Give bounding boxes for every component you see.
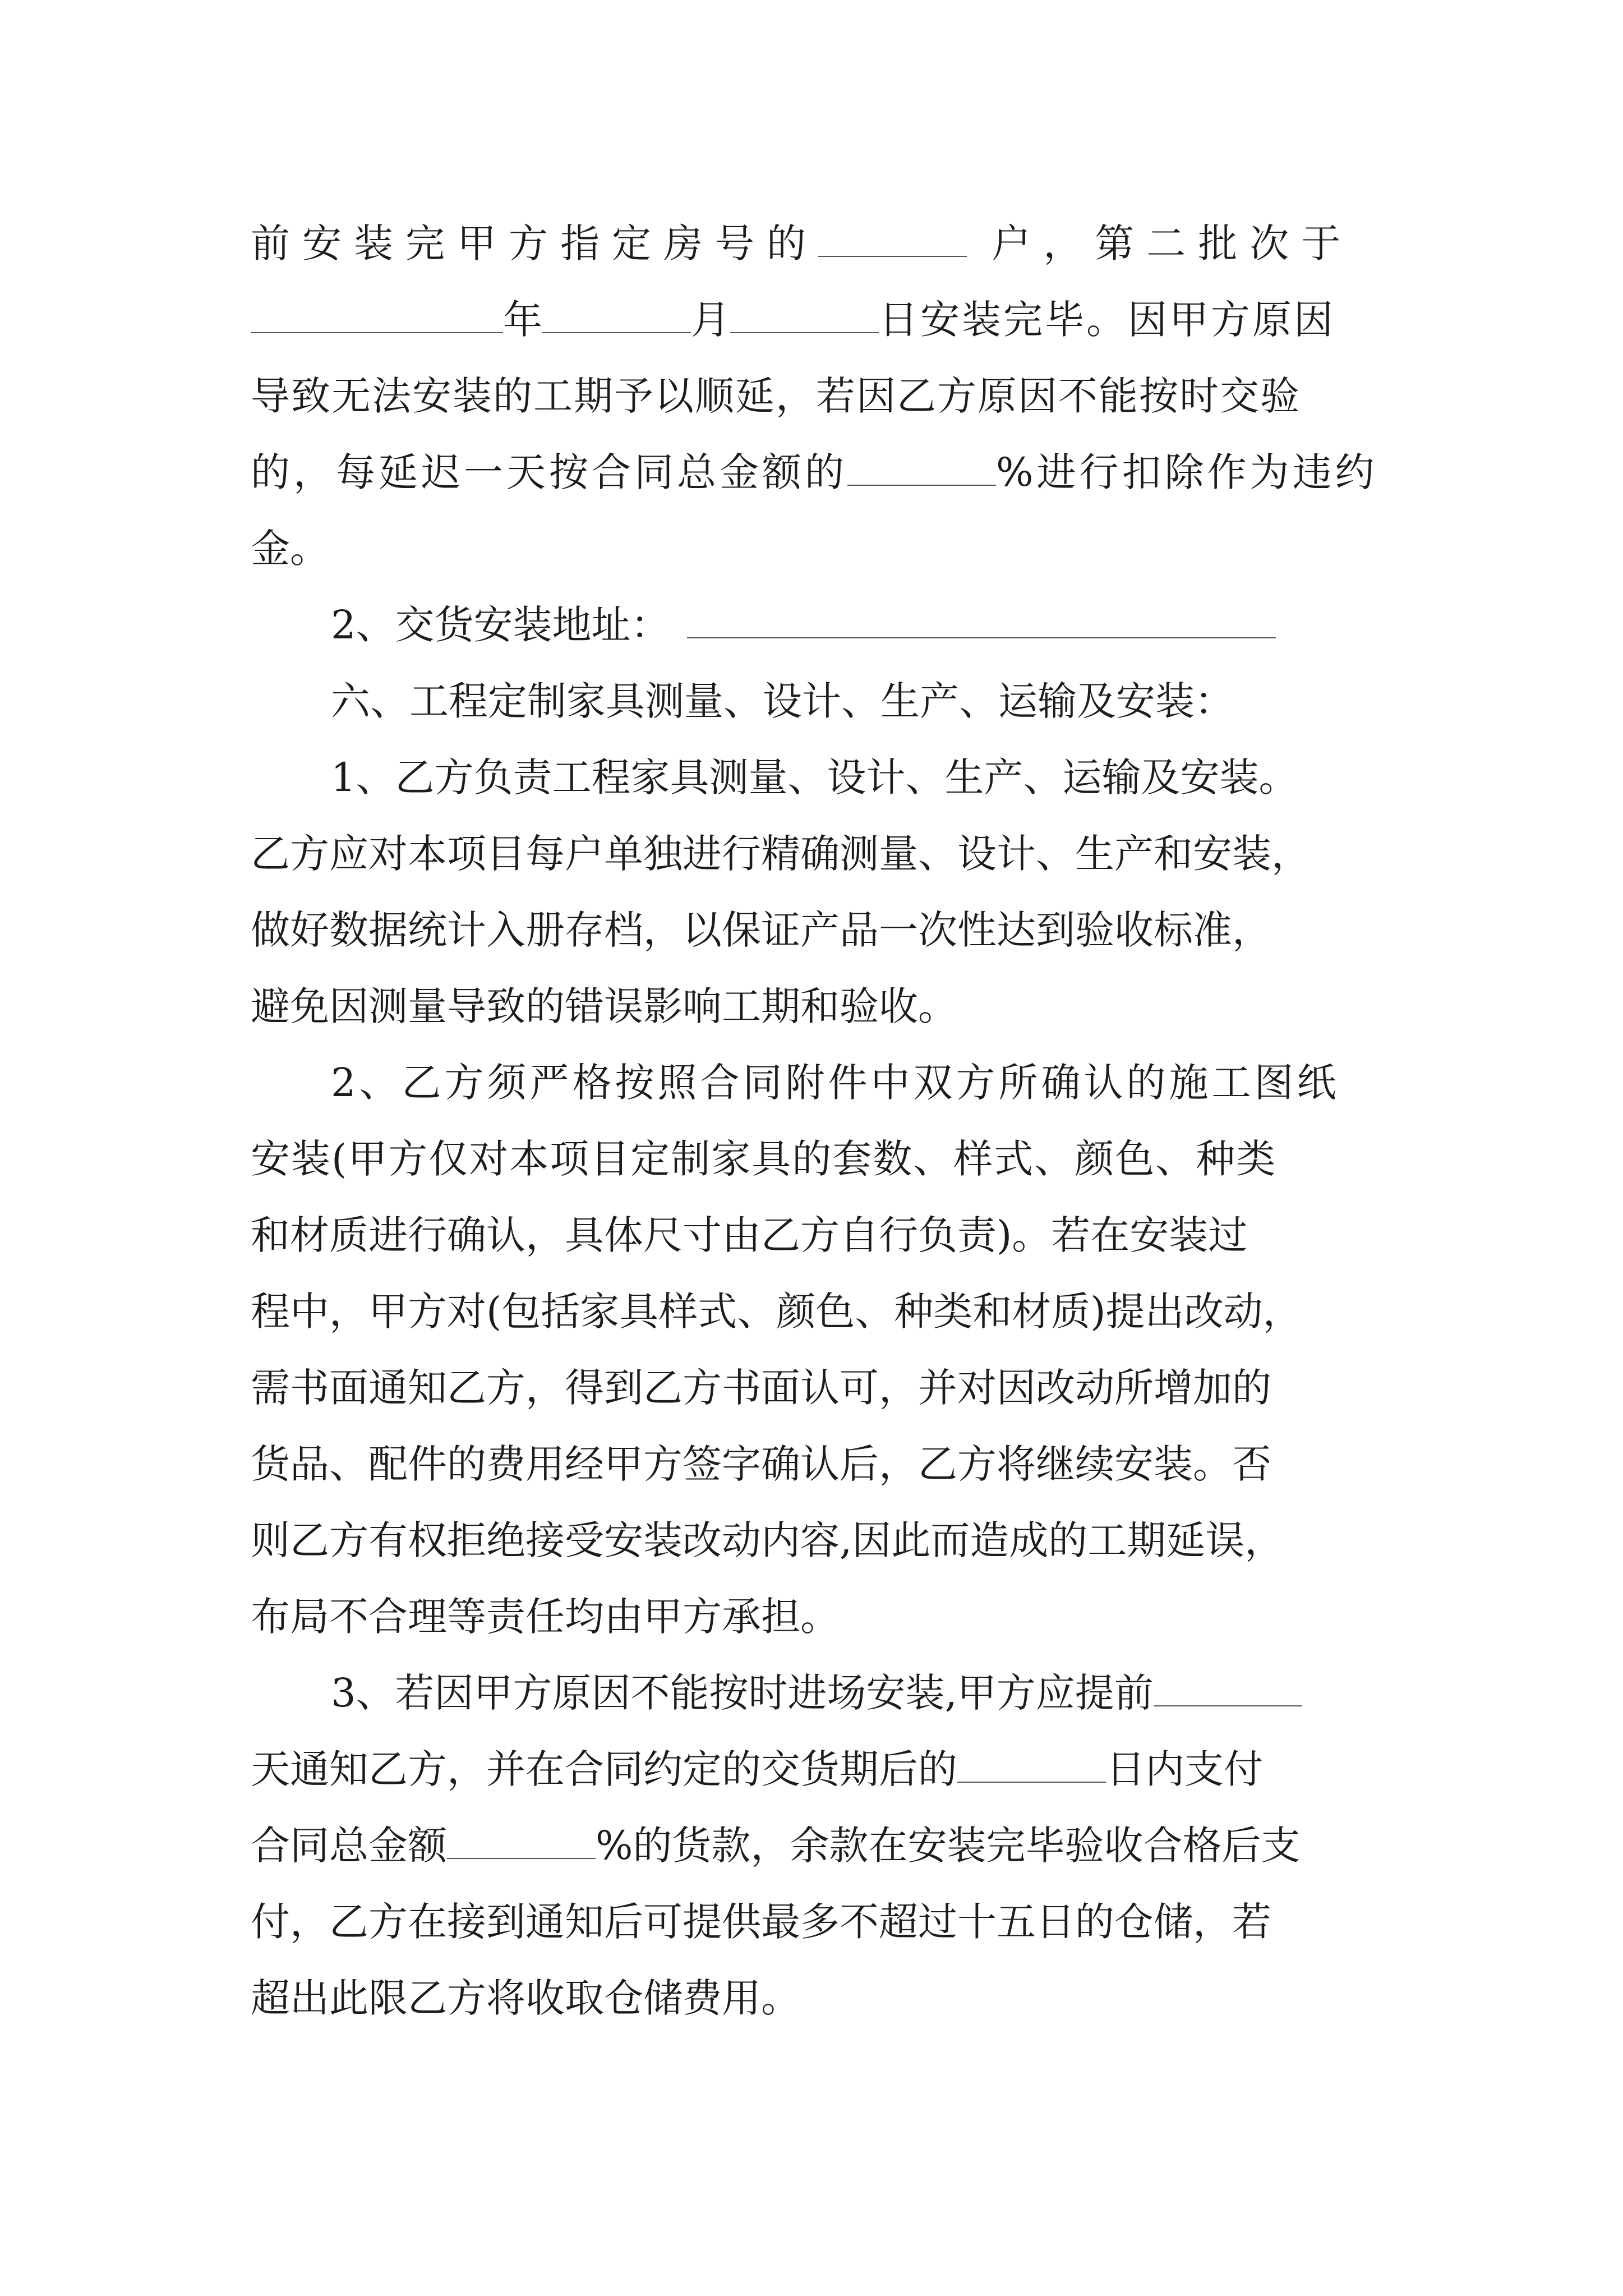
fill-blank (957, 1746, 1106, 1783)
section-title: 六、工程定制家具测量、设计、生产、运输及安装： (331, 678, 1234, 724)
text-line (251, 1283, 1302, 1340)
text-line (251, 1131, 1276, 1187)
text-line (331, 1055, 1340, 1111)
text-segment: 1、乙方负责工程家具测量、设计、生产、运输及安装。 (331, 754, 1298, 800)
text-segment: 日安装完毕。因甲方原因 (879, 297, 1335, 343)
address-label: 2、交货安装地址： (331, 602, 670, 648)
text-line (331, 1665, 1302, 1721)
text-segment: 金。 (251, 526, 329, 572)
text-line (251, 215, 1353, 272)
text-segment: 安装(甲方仅对本项目定制家具的套数、样式、颜色、种类 (251, 1136, 1277, 1182)
text-line (251, 1360, 1271, 1416)
text-segment: 货品、配件的费用经甲方签字确认后，乙方将继续安装。否 (251, 1441, 1271, 1487)
text-line (331, 597, 1276, 653)
text-segment: 的，每延迟一天按合同总金额的 (251, 449, 847, 495)
text-line (251, 1741, 1263, 1797)
text-segment: 日内支付 (1106, 1746, 1263, 1792)
text-line (251, 1894, 1271, 1950)
section-heading (331, 673, 1234, 729)
text-line (251, 1589, 840, 1645)
text-segment: 则乙方有权拒绝接受安装改动内容,因此而造成的工期延误， (251, 1517, 1284, 1563)
text-segment: 天通知乙方，并在合同约定的交货期后的 (251, 1746, 957, 1792)
text-segment: %的货款，余款在安装完毕验收合格后支 (596, 1823, 1301, 1869)
fill-blank (447, 1823, 596, 1859)
text-line (251, 1207, 1247, 1263)
text-line (251, 902, 1271, 958)
text-line (251, 978, 957, 1034)
text-line (251, 292, 1335, 348)
text-segment: 月 (691, 297, 730, 343)
text-segment: 需书面通知乙方，得到乙方书面认可，并对因改动所增加的 (251, 1365, 1271, 1411)
text-segment: 2、乙方须严格按照合同附件中双方所确认的施工图纸 (331, 1060, 1340, 1106)
text-line (251, 1512, 1284, 1568)
text-segment: 超出此限乙方将收取仓储费用。 (251, 1975, 800, 2021)
fill-blank (542, 297, 691, 333)
fill-blank (1154, 1670, 1302, 1706)
text-segment: 合同总金额 (251, 1823, 447, 1869)
text-line (251, 521, 329, 577)
text-segment: 避免因测量导致的错误影响工期和验收。 (251, 983, 957, 1029)
text-segment: 布局不合理等责任均由甲方承担。 (251, 1594, 840, 1640)
text-segment: 年 (503, 297, 542, 343)
text-segment: 户，第二批次于 (992, 220, 1353, 266)
text-segment: 做好数据统计入册存档，以保证产品一次性达到验收标准， (251, 907, 1271, 953)
text-line (251, 1818, 1301, 1874)
text-line (251, 1436, 1271, 1492)
text-segment: 3、若因甲方原因不能按时进场安装,甲方应提前 (331, 1670, 1154, 1716)
text-segment: 导致无法安装的工期予以顺延，若因乙方原因不能按时交验 (251, 373, 1301, 419)
text-segment: 乙方应对本项目每户单独进行精确测量、设计、生产和安装， (251, 831, 1311, 877)
text-segment: 和材质进行确认，具体尺寸由乙方自行负责)。若在安装过 (251, 1212, 1248, 1258)
address-blank (687, 602, 1276, 638)
fill-blank (818, 220, 967, 257)
text-line (251, 826, 1311, 882)
text-line (251, 1970, 800, 2026)
fill-blank (251, 297, 503, 333)
text-segment: 程中，甲方对(包括家具样式、颜色、种类和材质)提出改动， (251, 1289, 1302, 1335)
fill-blank (847, 449, 996, 486)
fill-blank (730, 297, 879, 333)
text-segment: %进行扣除作为违约 (996, 449, 1378, 495)
text-segment: 前安装完甲方指定房号的 (251, 220, 818, 266)
text-line (331, 749, 1298, 806)
text-line (251, 444, 1378, 500)
text-line (251, 368, 1301, 424)
text-segment: 付，乙方在接到通知后可提供最多不超过十五日的仓储，若 (251, 1899, 1271, 1945)
